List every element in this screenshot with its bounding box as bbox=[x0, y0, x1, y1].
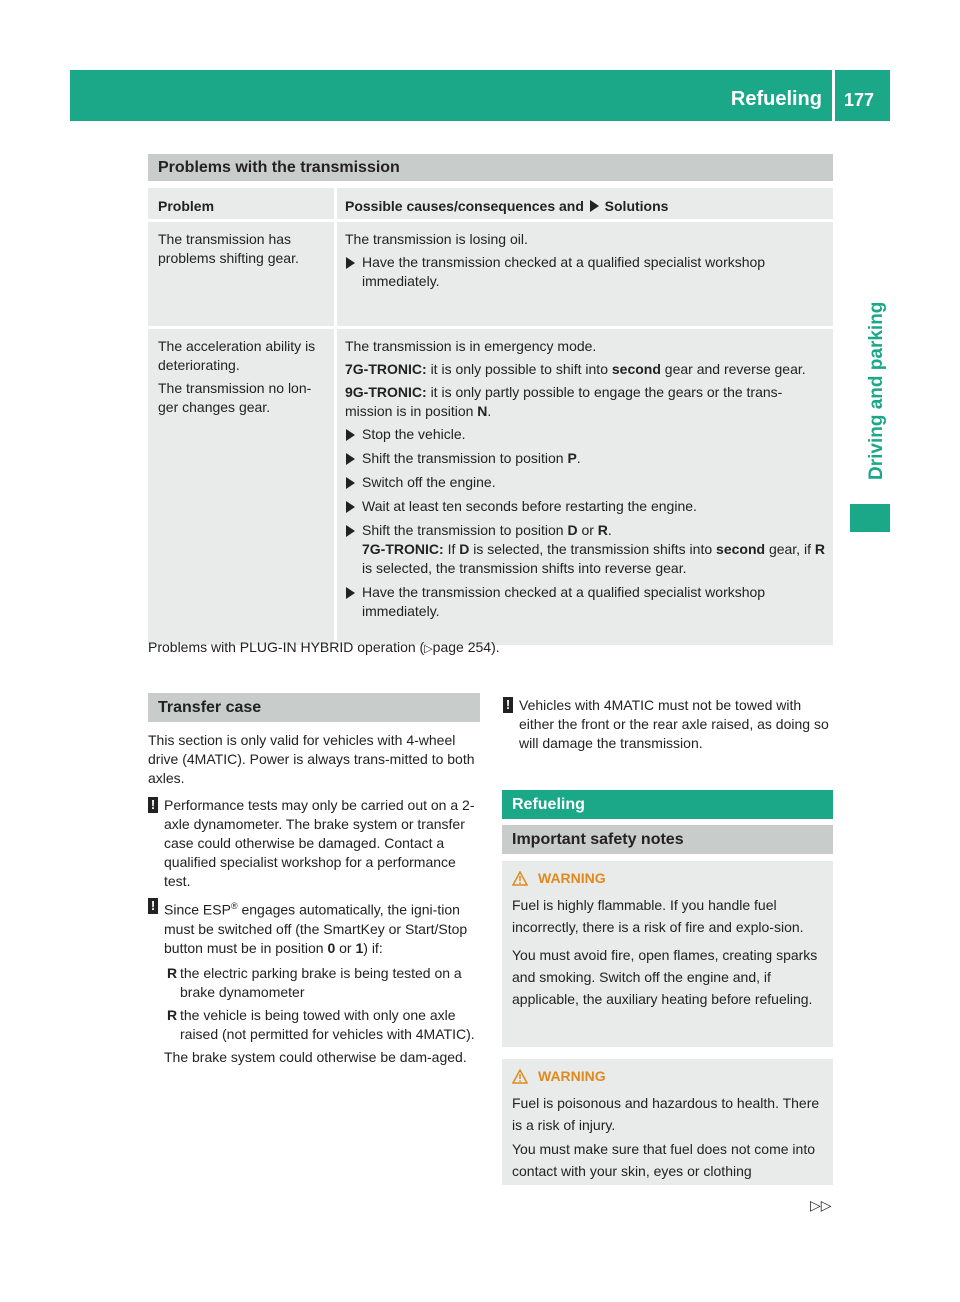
exclamation-icon: ! bbox=[148, 797, 158, 813]
transfer-case-heading: Transfer case bbox=[148, 693, 480, 722]
problems-table bbox=[148, 188, 833, 648]
action-arrow-icon bbox=[346, 453, 355, 465]
cross-reference: Problems with PLUG-IN HYBRID operation (▷page 254). bbox=[148, 639, 500, 655]
tow-note-block bbox=[503, 696, 835, 759]
problem-cell: The acceleration ability is deteriorating. The transmission no lon-ger changes gear. bbox=[148, 329, 334, 645]
warning-box: WARNING Fuel is highly flammable. If you handle fuel incorrectly, there is a risk of fire and explo-sion. You must avoid fire, open flames, creating sparks and smoking. Switch off the engine and, if applicable, the auxiliary heating before refueling. bbox=[502, 861, 833, 1047]
exclamation-icon: ! bbox=[503, 697, 513, 713]
action-step: Wait at least ten seconds before restarting the engine. bbox=[345, 497, 825, 516]
table-header-row bbox=[148, 188, 833, 219]
condition-list: R the electric parking brake is being tested on a brake dynamometer R the vehicle is being towed with only one axle raised (not permitted for vehicles with 4MATIC). The brake system could otherwise be dam-aged. bbox=[148, 964, 480, 1067]
action-step: Switch off the engine. bbox=[345, 473, 825, 492]
action-arrow-icon bbox=[346, 257, 355, 269]
bullet-icon: R bbox=[167, 1006, 178, 1023]
action-arrow-icon bbox=[346, 587, 355, 599]
page-ref-arrow-icon: ▷ bbox=[424, 643, 433, 655]
damage-note: ! Performance tests may only be carried out on a 2-axle dynamometer. The brake system or transfer case could otherwise be damaged. Contact a qualified specialist workshop for a performance test. bbox=[148, 796, 480, 891]
damage-note: ! Vehicles with 4MATIC must not be towed with either the front or the rear axle raised, as doing so will damage the transmission. bbox=[503, 696, 835, 753]
action-step: Have the transmission checked at a qualified specialist workshop immediately. bbox=[345, 253, 825, 291]
action-arrow-icon bbox=[590, 200, 599, 212]
warning-header: WARNING bbox=[512, 869, 823, 888]
warning-header: WARNING bbox=[512, 1067, 823, 1086]
list-item: R the vehicle is being towed with only one axle raised (not permitted for vehicles with 4MATIC). bbox=[167, 1006, 475, 1042]
continued-arrow-icon: ▷▷ bbox=[810, 1197, 832, 1213]
page-number: 177 bbox=[844, 90, 875, 110]
safety-notes-heading: Important safety notes bbox=[502, 825, 833, 854]
solution-cell: The transmission is in emergency mode. 7G-TRONIC: it is only possible to shift into second gear and reverse gear. 9G-TRONIC: it is only partly possible to engage the gears or the trans-mission is in position N. Stop the vehicle. Shift the transmission to position P. Switch off the engine. Wait at least ten seconds before restarting the engine. Shift the transmission to position D or R. 7G-TRONIC: If D is selected, the transmission shifts into second gear, if R is selected, the transmission shifts into reverse gear. Have the transmission checked at a qualified specialist workshop immediately. bbox=[337, 329, 833, 645]
bullet-icon: R bbox=[167, 964, 178, 981]
warning-triangle-icon bbox=[512, 1069, 528, 1084]
side-chapter-tab bbox=[846, 250, 886, 480]
table-row bbox=[148, 329, 833, 645]
table-title: Problems with the transmission bbox=[148, 154, 833, 181]
chapter-marker bbox=[850, 504, 890, 532]
action-arrow-icon bbox=[346, 501, 355, 513]
refueling-heading: Refueling bbox=[502, 790, 833, 819]
action-step: Shift the transmission to position P. bbox=[345, 449, 825, 468]
page-ref-link[interactable]: page 254). bbox=[432, 639, 500, 655]
warning-box: WARNING Fuel is poisonous and hazardous to health. There is a risk of injury. You must make sure that fuel does not come into contact with your skin, eyes or clothing bbox=[502, 1059, 833, 1185]
page-section-title: Refueling bbox=[730, 88, 822, 110]
action-arrow-icon bbox=[346, 477, 355, 489]
column-header-problem: Problem bbox=[148, 188, 334, 219]
action-step: Have the transmission checked at a qualified specialist workshop immediately. bbox=[345, 583, 825, 621]
column-header-solutions: Possible causes/consequences and Solutions bbox=[337, 188, 833, 219]
warning-triangle-icon bbox=[512, 871, 528, 886]
exclamation-icon: ! bbox=[148, 898, 158, 914]
transfer-case-body: This section is only valid for vehicles with 4-wheel drive (4MATIC). Power is always trans-mitted to both axles. ! Performance tests may only be carried out on a 2-axle dynamometer. The brake system or transfer case could otherwise be damaged. Contact a qualified specialist workshop for a performance test. ! Since ESP® engages automatically, the igni-tion must be switched off (the SmartKey or Start/Stop button must be in position 0 or 1) if: R the electric parking brake is being tested on a brake dynamometer R the vehicle is being towed with only one axle raised (not permitted for vehicles with 4MATIC). The brake system could otherwise be dam-aged. bbox=[148, 731, 480, 1067]
damage-note: ! Since ESP® engages automatically, the igni-tion must be switched off (the SmartKey or Start/Stop button must be in position 0 or 1) if: bbox=[148, 897, 480, 958]
list-item: R the electric parking brake is being tested on a brake dynamometer bbox=[167, 964, 462, 1000]
header-divider bbox=[832, 70, 835, 121]
table-row bbox=[148, 222, 833, 326]
problem-cell: The transmission has problems shifting gear. bbox=[148, 222, 334, 326]
action-arrow-icon bbox=[346, 429, 355, 441]
action-arrow-icon bbox=[346, 525, 355, 537]
chapter-label: Driving and parking bbox=[866, 301, 887, 480]
action-step: Stop the vehicle. bbox=[345, 425, 825, 444]
action-step: Shift the transmission to position D or R. 7G-TRONIC: If D is selected, the transmission shifts into second gear, if R is selected, the transmission shifts into reverse gear. bbox=[345, 521, 825, 578]
solution-cell: The transmission is losing oil. Have the transmission checked at a qualified specialist workshop immediately. bbox=[337, 222, 833, 326]
